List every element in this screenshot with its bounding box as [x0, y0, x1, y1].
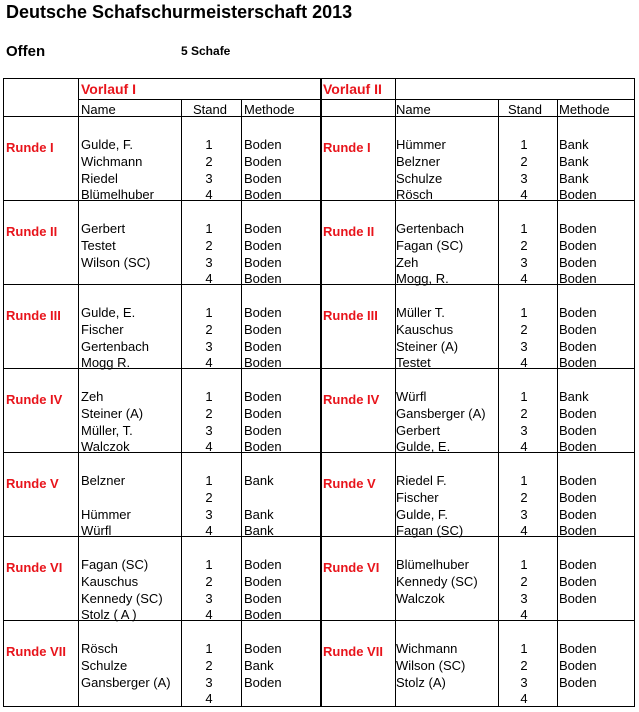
shearer-name: Gulde, F.: [81, 137, 134, 152]
column-header-method: Methode: [559, 102, 610, 117]
shearer-name: Müller, T.: [81, 422, 133, 438]
shearer-name: Gulde, E.: [396, 439, 451, 455]
shearing-method: Boden: [559, 237, 597, 253]
shearing-method: Boden: [559, 506, 597, 522]
shearer-name: Müller T.: [396, 305, 445, 320]
stand-number: 2: [205, 321, 213, 337]
shearing-method: Bank: [559, 153, 589, 169]
stand-number: 2: [520, 405, 528, 421]
shearing-method: Boden: [559, 187, 597, 203]
shearing-method: Boden: [559, 523, 597, 539]
shearer-name: Stolz ( A ): [81, 607, 137, 623]
round-separator: [4, 452, 634, 453]
shearing-method: Bank: [559, 389, 589, 404]
stand-number: 1: [205, 473, 213, 488]
shearing-method: Boden: [244, 137, 282, 152]
stand-number: 1: [205, 557, 213, 572]
stand-number: 3: [205, 422, 213, 438]
stand-number: 3: [205, 338, 213, 354]
stand-number: 4: [205, 355, 213, 371]
stand-number: 3: [205, 170, 213, 186]
schedule-table: [3, 78, 635, 707]
shearer-name: Schulze: [81, 657, 128, 673]
stand-number: 3: [205, 506, 213, 522]
shearer-name: Gerbert: [81, 221, 126, 236]
column-header-name: Name: [396, 102, 431, 117]
stand-number: 3: [520, 254, 528, 270]
stand-number: 1: [520, 473, 528, 488]
stand-number: 2: [205, 405, 213, 421]
shearer-name: Wilson (SC): [396, 657, 466, 673]
category-label: Offen: [6, 43, 46, 60]
page-title: Deutsche Schafschurmeisterschaft 2013: [6, 2, 353, 22]
round-label: Runde VI: [323, 560, 380, 575]
shearer-name: Gertenbach: [396, 221, 464, 236]
stand-number: 3: [520, 338, 528, 354]
stand-number: 1: [205, 305, 213, 320]
shearer-name: Belzner: [396, 153, 441, 169]
shearer-name: Hümmer: [81, 506, 131, 522]
shearing-method: Boden: [244, 237, 282, 253]
round-label: Runde III: [6, 308, 61, 323]
stand-number: 2: [520, 237, 528, 253]
shearing-method: Bank: [244, 473, 274, 488]
stand-number: 2: [520, 153, 528, 169]
stand-number: 2: [520, 657, 528, 673]
stand-number: 4: [520, 271, 528, 287]
shearer-name: Wilson (SC): [81, 254, 151, 270]
stand-number: 3: [520, 674, 528, 690]
stand-number: 4: [520, 607, 528, 623]
column-header-stand: Stand: [193, 102, 227, 117]
grid-vline: [498, 100, 499, 706]
shearing-method: Boden: [244, 590, 282, 606]
stand-number: 1: [520, 305, 528, 320]
shearing-method: Boden: [244, 405, 282, 421]
stand-number: 2: [520, 321, 528, 337]
stand-number: 1: [205, 137, 213, 152]
round-label: Runde VII: [323, 644, 383, 659]
shearer-name: Kennedy (SC): [81, 590, 163, 606]
shearing-method: Boden: [244, 321, 282, 337]
shearer-name: Stolz (A): [396, 674, 446, 690]
stand-number: 4: [520, 355, 528, 371]
stand-number: 3: [520, 506, 528, 522]
shearing-method: Boden: [244, 439, 282, 455]
shearing-method: Boden: [244, 355, 282, 371]
grid-hline: [78, 99, 320, 100]
shearing-method: Boden: [559, 271, 597, 287]
heat-title: Vorlauf II: [323, 81, 382, 97]
shearing-method: Boden: [244, 170, 282, 186]
shearer-name: Wichmann: [81, 153, 143, 169]
stand-number: 3: [205, 590, 213, 606]
shearing-method: Boden: [244, 254, 282, 270]
shearing-method: Boden: [559, 254, 597, 270]
shearing-method: Bank: [559, 137, 589, 152]
shearer-name: Steiner (A): [396, 338, 459, 354]
shearer-name: Mogg R.: [81, 355, 131, 371]
shearing-method: Boden: [244, 674, 282, 690]
shearing-method: Boden: [244, 573, 282, 589]
shearing-method: Boden: [244, 187, 282, 203]
shearing-method: Boden: [244, 389, 282, 404]
grid-vline: [241, 100, 242, 706]
shearing-method: Bank: [244, 523, 274, 539]
stand-number: 1: [520, 137, 528, 152]
shearer-name: Fagan (SC): [396, 523, 464, 539]
shearer-name: Gulde, E.: [81, 305, 136, 320]
sheep-count: 5 Schafe: [181, 44, 231, 58]
shearer-name: Kauschus: [396, 321, 454, 337]
shearer-name: Fischer: [396, 489, 439, 505]
stand-number: 1: [520, 221, 528, 236]
stand-number: 3: [205, 254, 213, 270]
shearing-method: Bank: [244, 506, 274, 522]
stand-number: 1: [520, 641, 528, 656]
heat-title: Vorlauf I: [81, 81, 136, 97]
shearing-method: Boden: [244, 271, 282, 287]
stand-number: 2: [520, 489, 528, 505]
shearer-name: Fischer: [81, 321, 124, 337]
stand-number: 4: [520, 439, 528, 455]
shearer-name: Hümmer: [396, 137, 446, 152]
shearer-name: Riedel F.: [396, 473, 447, 488]
round-label: Runde IV: [6, 392, 63, 407]
shearing-method: Boden: [559, 305, 597, 320]
shearing-method: Boden: [244, 641, 282, 656]
shearing-method: Boden: [559, 338, 597, 354]
shearing-method: Boden: [559, 573, 597, 589]
stand-number: 2: [205, 573, 213, 589]
stand-number: 4: [520, 187, 528, 203]
shearer-name: Schulze: [396, 170, 443, 186]
shearing-method: Boden: [244, 607, 282, 623]
shearer-name: Zeh: [81, 389, 104, 404]
stand-number: 3: [205, 674, 213, 690]
shearing-method: Boden: [559, 489, 597, 505]
round-label: Runde VII: [6, 644, 66, 659]
shearer-name: Gerbert: [396, 422, 441, 438]
shearer-name: Mogg, R.: [396, 271, 449, 287]
shearer-name: Walczok: [396, 590, 445, 606]
stand-number: 4: [520, 523, 528, 539]
stand-number: 4: [205, 607, 213, 623]
stand-number: 4: [520, 691, 528, 707]
shearer-name: Blümelhuber: [396, 557, 469, 572]
stand-number: 4: [205, 271, 213, 287]
shearer-name: Belzner: [81, 473, 126, 488]
shearing-method: Boden: [559, 674, 597, 690]
shearing-method: Boden: [559, 473, 597, 488]
shearer-name: Blümelhuber: [81, 187, 154, 203]
shearing-method: Bank: [559, 170, 589, 186]
shearing-method: Boden: [244, 422, 282, 438]
stand-number: 4: [205, 439, 213, 455]
round-separator: [4, 620, 634, 621]
shearer-name: Würfl: [81, 523, 112, 539]
stand-number: 1: [205, 221, 213, 236]
round-label: Runde I: [323, 140, 371, 155]
round-label: Runde VI: [6, 560, 63, 575]
shearing-method: Boden: [244, 557, 282, 572]
stand-number: 2: [205, 237, 213, 253]
stand-number: 2: [520, 573, 528, 589]
shearer-name: Rösch: [81, 641, 118, 656]
shearing-method: Boden: [559, 439, 597, 455]
shearing-method: Bank: [244, 657, 274, 673]
shearing-method: Boden: [244, 305, 282, 320]
stand-number: 4: [205, 523, 213, 539]
shearing-method: Boden: [559, 590, 597, 606]
round-separator: [4, 368, 634, 369]
round-label: Runde III: [323, 308, 378, 323]
shearing-method: Boden: [244, 338, 282, 354]
shearer-name: Zeh: [396, 254, 419, 270]
grid-hline: [320, 99, 634, 100]
subheader: [6, 43, 406, 63]
grid-vline: [78, 79, 79, 706]
grid-vline: [557, 100, 558, 706]
shearer-name: Riedel: [81, 170, 118, 186]
shearer-name: Gertenbach: [81, 338, 149, 354]
shearer-name: Würfl: [396, 389, 427, 404]
shearer-name: Kauschus: [81, 573, 139, 589]
grid-vline: [181, 100, 182, 706]
shearer-name: Steiner (A): [81, 405, 144, 421]
shearing-method: Boden: [559, 405, 597, 421]
stand-number: 1: [205, 389, 213, 404]
shearer-name: Testet: [396, 355, 431, 371]
round-label: Runde I: [6, 140, 54, 155]
stand-number: 1: [520, 389, 528, 404]
column-header-stand: Stand: [508, 102, 542, 117]
shearing-method: Boden: [559, 641, 597, 656]
round-separator: [4, 536, 634, 537]
stand-number: 4: [205, 691, 213, 707]
round-label: Runde V: [323, 476, 376, 491]
shearing-method: Boden: [559, 221, 597, 236]
shearer-name: Kennedy (SC): [396, 573, 478, 589]
stand-number: 3: [520, 170, 528, 186]
grid-vline: [320, 79, 322, 706]
round-label: Runde II: [6, 224, 58, 239]
shearing-method: Boden: [559, 557, 597, 572]
stand-number: 2: [205, 489, 213, 505]
shearer-name: Walczok: [81, 439, 130, 455]
shearing-method: Boden: [244, 221, 282, 236]
shearing-method: Boden: [559, 321, 597, 337]
stand-number: 4: [205, 187, 213, 203]
shearer-name: Gulde, F.: [396, 506, 449, 522]
shearing-method: Boden: [244, 153, 282, 169]
round-separator: [4, 284, 634, 285]
round-separator: [4, 200, 634, 201]
stand-number: 3: [520, 590, 528, 606]
stand-number: 1: [205, 641, 213, 656]
shearer-name: Fagan (SC): [396, 237, 464, 253]
shearing-method: Boden: [559, 422, 597, 438]
column-header-name: Name: [81, 102, 116, 117]
stand-number: 1: [520, 557, 528, 572]
stand-number: 2: [205, 657, 213, 673]
shearer-name: Wichmann: [396, 641, 458, 656]
stand-number: 3: [520, 422, 528, 438]
round-label: Runde IV: [323, 392, 380, 407]
stand-number: 2: [205, 153, 213, 169]
round-label: Runde V: [6, 476, 59, 491]
shearer-name: Rösch: [396, 187, 433, 203]
shearer-name: Gansberger (A): [396, 405, 486, 421]
shearer-name: Fagan (SC): [81, 557, 149, 572]
shearing-method: Boden: [559, 355, 597, 371]
shearer-name: Gansberger (A): [81, 674, 171, 690]
shearing-method: Boden: [559, 657, 597, 673]
column-header-method: Methode: [244, 102, 295, 117]
round-label: Runde II: [323, 224, 375, 239]
shearer-name: Testet: [81, 237, 116, 253]
